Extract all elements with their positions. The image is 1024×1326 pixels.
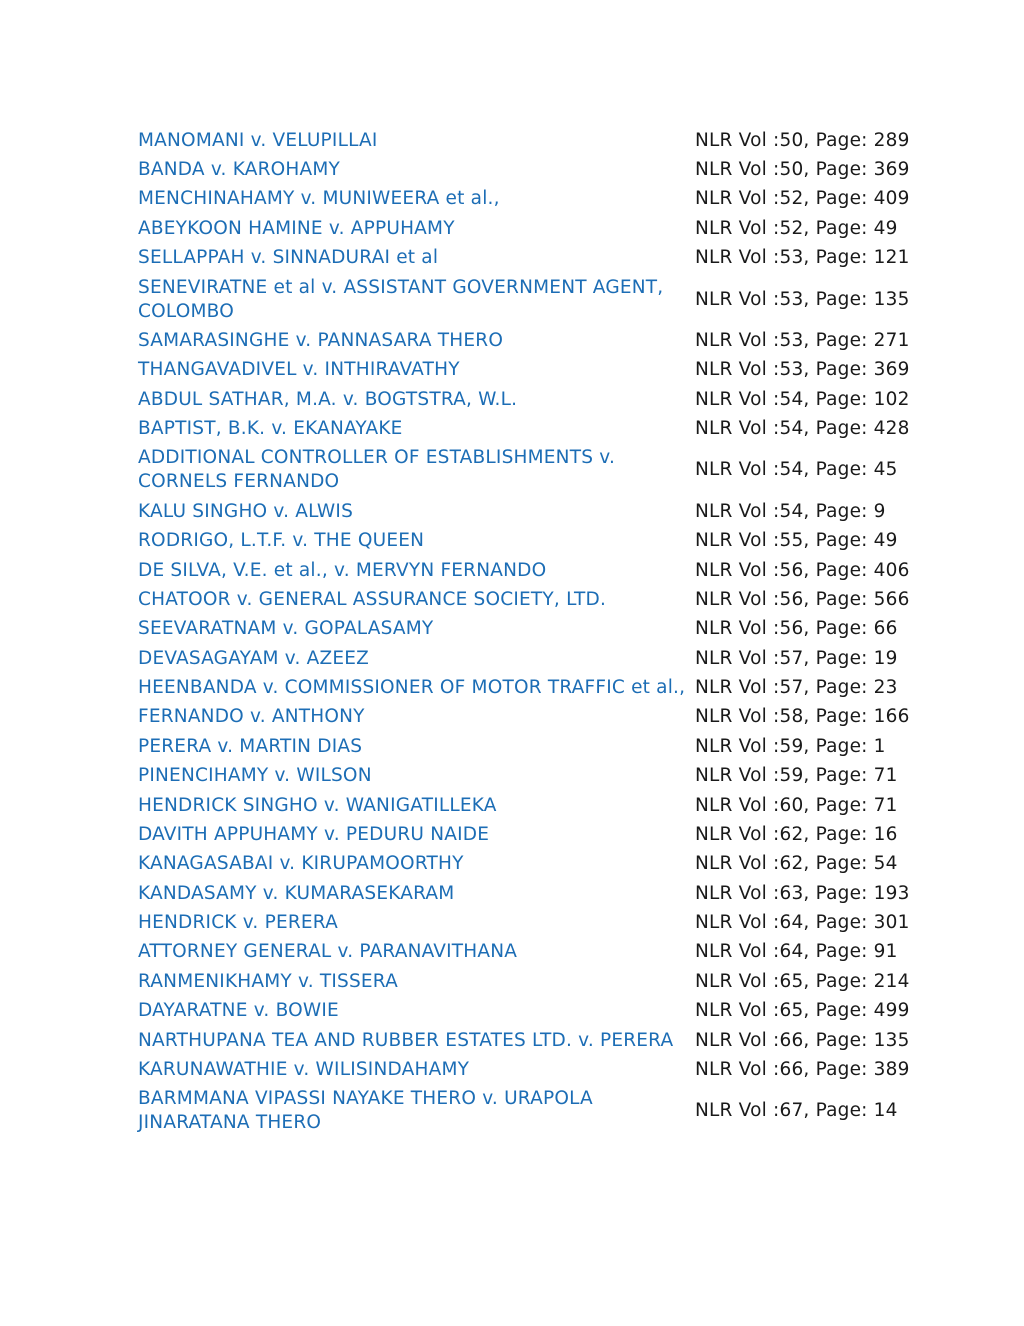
case-row bbox=[138, 214, 938, 243]
case-citation: NLR Vol :66, Page: 389 bbox=[695, 1058, 910, 1080]
case-name-link[interactable]: DAYARATNE v. BOWIE bbox=[138, 1000, 339, 1022]
case-citation: NLR Vol :54, Page: 102 bbox=[695, 388, 910, 410]
case-name-link[interactable]: KALU SINGHO v. ALWIS bbox=[138, 500, 354, 522]
case-row bbox=[138, 585, 938, 614]
case-name-link[interactable]: KARUNAWATHIE v. WILISINDAHAMY bbox=[138, 1058, 470, 1080]
case-row bbox=[138, 615, 938, 644]
case-citation: NLR Vol :62, Page: 54 bbox=[695, 853, 898, 875]
case-citation: NLR Vol :50, Page: 369 bbox=[695, 159, 910, 181]
case-name-link[interactable]: SAMARASINGHE v. PANNASARA THERO bbox=[138, 329, 504, 351]
case-citation: NLR Vol :53, Page: 135 bbox=[695, 288, 910, 310]
case-row bbox=[138, 762, 938, 791]
case-name-link[interactable]: PERERA v. MARTIN DIAS bbox=[138, 735, 363, 757]
case-row bbox=[138, 1055, 938, 1084]
case-row bbox=[138, 155, 938, 184]
case-citation: NLR Vol :53, Page: 121 bbox=[695, 247, 910, 269]
case-name-link[interactable]: BARMMANA VIPASSI NAYAKE THERO v. URAPOLA JINARATANA THERO bbox=[138, 1088, 593, 1134]
case-row bbox=[138, 1026, 938, 1055]
case-row bbox=[138, 385, 938, 414]
case-row bbox=[138, 444, 938, 497]
case-citation: NLR Vol :54, Page: 9 bbox=[695, 500, 886, 522]
case-name-link[interactable]: HEENBANDA v. COMMISSIONER OF MOTOR TRAFFIC et al., bbox=[138, 677, 686, 699]
case-citation: NLR Vol :53, Page: 271 bbox=[695, 329, 910, 351]
case-name-link[interactable]: THANGAVADIVEL v. INTHIRAVATHY bbox=[138, 359, 460, 381]
case-citation: NLR Vol :56, Page: 566 bbox=[695, 588, 910, 610]
case-citation: NLR Vol :67, Page: 14 bbox=[695, 1100, 898, 1122]
case-row bbox=[138, 185, 938, 214]
case-row bbox=[138, 356, 938, 385]
case-name-link[interactable]: KANDASAMY v. KUMARASEKARAM bbox=[138, 882, 455, 904]
case-citation: NLR Vol :59, Page: 71 bbox=[695, 765, 898, 787]
case-row bbox=[138, 997, 938, 1026]
case-citation: NLR Vol :63, Page: 193 bbox=[695, 882, 910, 904]
case-name-link[interactable]: DEVASAGAYAM v. AZEEZ bbox=[138, 647, 370, 669]
case-name-link[interactable]: FERNANDO v. ANTHONY bbox=[138, 706, 365, 728]
case-row bbox=[138, 244, 938, 273]
case-row bbox=[138, 791, 938, 820]
case-name-link[interactable]: NARTHUPANA TEA AND RUBBER ESTATES LTD. v. PERERA bbox=[138, 1029, 674, 1051]
case-row bbox=[138, 273, 938, 326]
case-name-link[interactable]: ABDUL SATHAR, M.A. v. BOGTSTRA, W.L. bbox=[138, 388, 518, 410]
case-row bbox=[138, 126, 938, 155]
case-name-link[interactable]: MENCHINAHAMY v. MUNIWEERA et al., bbox=[138, 188, 500, 210]
case-citation: NLR Vol :62, Page: 16 bbox=[695, 823, 898, 845]
case-name-link[interactable]: SEEVARATNAM v. GOPALASAMY bbox=[138, 618, 434, 640]
case-row bbox=[138, 414, 938, 443]
case-citation: NLR Vol :66, Page: 135 bbox=[695, 1029, 910, 1051]
case-citation: NLR Vol :50, Page: 289 bbox=[695, 129, 910, 151]
case-citation: NLR Vol :54, Page: 428 bbox=[695, 418, 910, 440]
case-citation: NLR Vol :56, Page: 406 bbox=[695, 559, 910, 581]
case-row bbox=[138, 556, 938, 585]
case-citation: NLR Vol :65, Page: 499 bbox=[695, 1000, 910, 1022]
case-row bbox=[138, 820, 938, 849]
case-citation: NLR Vol :52, Page: 409 bbox=[695, 188, 910, 210]
case-row bbox=[138, 879, 938, 908]
case-name-link[interactable]: DE SILVA, V.E. et al., v. MERVYN FERNANDO bbox=[138, 559, 547, 581]
case-citation: NLR Vol :64, Page: 91 bbox=[695, 941, 898, 963]
case-name-link[interactable]: PINENCIHAMY v. WILSON bbox=[138, 765, 372, 787]
case-row bbox=[138, 644, 938, 673]
case-citation: NLR Vol :54, Page: 45 bbox=[695, 459, 898, 481]
case-row bbox=[138, 1085, 938, 1138]
case-name-link[interactable]: HENDRICK v. PERERA bbox=[138, 912, 338, 934]
case-row bbox=[138, 732, 938, 761]
case-name-link[interactable]: RODRIGO, L.T.F. v. THE QUEEN bbox=[138, 530, 425, 552]
case-citation: NLR Vol :59, Page: 1 bbox=[695, 735, 886, 757]
case-row bbox=[138, 673, 938, 702]
case-row bbox=[138, 908, 938, 937]
case-citation: NLR Vol :64, Page: 301 bbox=[695, 912, 910, 934]
case-list bbox=[138, 126, 938, 1138]
case-name-link[interactable]: ATTORNEY GENERAL v. PARANAVITHANA bbox=[138, 941, 518, 963]
case-name-link[interactable]: SENEVIRATNE et al v. ASSISTANT GOVERNMENT AGENT, COLOMBO bbox=[138, 276, 664, 322]
case-name-link[interactable]: RANMENIKHAMY v. TISSERA bbox=[138, 970, 398, 992]
case-row bbox=[138, 326, 938, 355]
case-citation: NLR Vol :52, Page: 49 bbox=[695, 217, 898, 239]
case-row bbox=[138, 850, 938, 879]
case-citation: NLR Vol :55, Page: 49 bbox=[695, 530, 898, 552]
case-citation: NLR Vol :65, Page: 214 bbox=[695, 970, 910, 992]
case-name-link[interactable]: SELLAPPAH v. SINNADURAI et al bbox=[138, 247, 439, 269]
case-name-link[interactable]: KANAGASABAI v. KIRUPAMOORTHY bbox=[138, 853, 464, 875]
case-citation: NLR Vol :53, Page: 369 bbox=[695, 359, 910, 381]
case-name-link[interactable]: CHATOOR v. GENERAL ASSURANCE SOCIETY, LTD. bbox=[138, 588, 607, 610]
case-row bbox=[138, 497, 938, 526]
case-citation: NLR Vol :56, Page: 66 bbox=[695, 618, 898, 640]
case-name-link[interactable]: BAPTIST, B.K. v. EKANAYAKE bbox=[138, 418, 403, 440]
case-row bbox=[138, 527, 938, 556]
case-row bbox=[138, 703, 938, 732]
case-citation: NLR Vol :57, Page: 19 bbox=[695, 647, 898, 669]
case-name-link[interactable]: MANOMANI v. VELUPILLAI bbox=[138, 129, 378, 151]
case-row bbox=[138, 967, 938, 996]
case-name-link[interactable]: BANDA v. KAROHAMY bbox=[138, 159, 341, 181]
case-name-link[interactable]: ADDITIONAL CONTROLLER OF ESTABLISHMENTS v. CORNELS FERNANDO bbox=[138, 447, 616, 493]
case-name-link[interactable]: DAVITH APPUHAMY v. PEDURU NAIDE bbox=[138, 823, 490, 845]
case-name-link[interactable]: HENDRICK SINGHO v. WANIGATILLEKA bbox=[138, 794, 497, 816]
case-citation: NLR Vol :58, Page: 166 bbox=[695, 706, 910, 728]
case-citation: NLR Vol :57, Page: 23 bbox=[695, 677, 898, 699]
case-row bbox=[138, 938, 938, 967]
case-citation: NLR Vol :60, Page: 71 bbox=[695, 794, 898, 816]
case-name-link[interactable]: ABEYKOON HAMINE v. APPUHAMY bbox=[138, 217, 455, 239]
